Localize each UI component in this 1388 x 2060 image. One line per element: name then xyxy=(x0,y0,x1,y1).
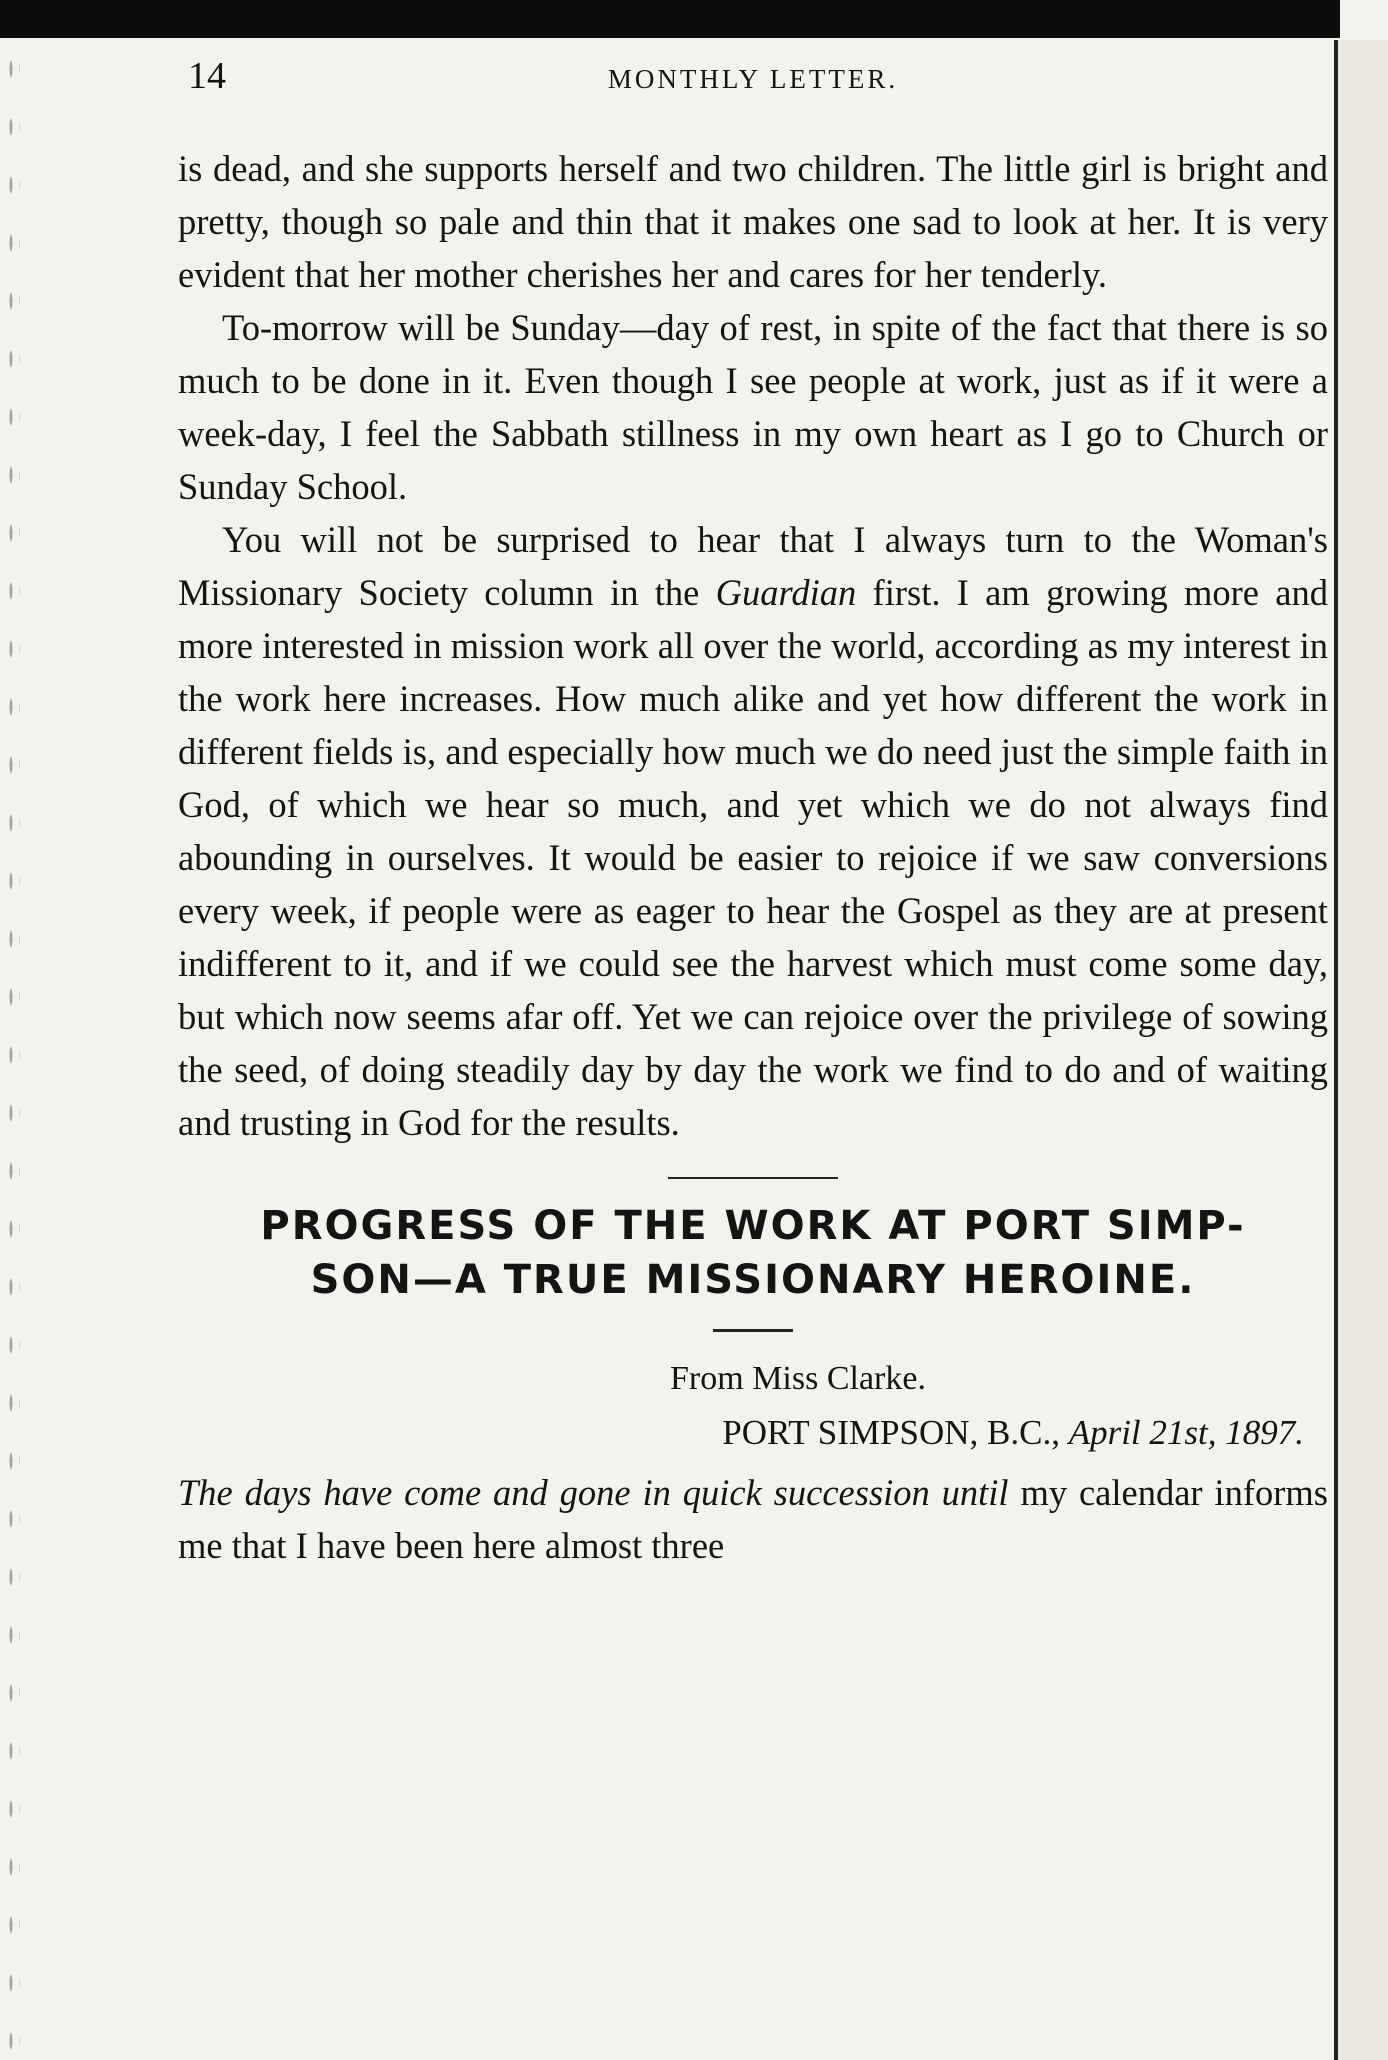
letter-body xyxy=(178,142,1328,1149)
page-number: 14 xyxy=(188,55,226,97)
book-page xyxy=(178,50,1328,1572)
dateline xyxy=(178,1406,1328,1460)
scan-gutter-marks xyxy=(6,40,20,2050)
paragraph-3-rest: first. I am growing more and more interested in mission work all over the world, according as my interest in the work here increases. How much alike and yet how different the work in different fields is, and especially how much we do need just the simple faith in God, of which we hear so much, and yet which we do not always find abounding in ourselves. It would be easier to rejoice if we saw conversions every week, if people were as eager to hear the Gospel as they are at present indifferent to it, and if we could see the harvest which must come some day, but which now seems afar off. Yet we can rejoice over the privilege of sowing the seed, of doing steadily day by day the work we find to do and of waiting and trusting in God for the results. xyxy=(178,572,1328,1143)
dateline-place: PORT SIMPSON, B.C., xyxy=(722,1413,1060,1452)
paragraph-3 xyxy=(178,513,1328,1149)
article-heading xyxy=(178,1199,1328,1307)
running-head xyxy=(178,50,1328,106)
article-opening-rest: my calendar informs me that I have been here almost three xyxy=(178,1472,1328,1566)
paragraph-3-start: You will not be surprised to hear that I always turn to the Woman's Missionary Society column in the xyxy=(178,519,1328,613)
dateline-date: April 21st, 1897. xyxy=(1068,1413,1304,1452)
scan-top-edge xyxy=(0,0,1340,38)
running-title: MONTHLY LETTER. xyxy=(607,64,899,94)
byline: From Miss Clarke. xyxy=(670,1360,926,1397)
article-heading-line-2: SON—A TRUE MISSIONARY HEROINE. xyxy=(310,1257,1196,1303)
paragraph-2: To-morrow will be Sunday—day of rest, in spite of the fact that there is so much to be done in it. Even though I see people at work, just as if it were a week-day, I feel the Sabbath stillness in my own heart as I go to Church or Sunday School. xyxy=(178,307,1328,507)
paragraph-1: is dead, and she supports herself and two children. The little girl is bright and pretty, though so pale and thin that it makes one sad to look at her. It is very evident that her mother cherishes her and cares for her tenderly. xyxy=(178,148,1328,295)
article-heading-line-1: PROGRESS OF THE WORK AT PORT SIMP- xyxy=(260,1203,1246,1249)
guardian-title: Guardian xyxy=(715,572,857,613)
facing-page-edge xyxy=(1334,40,1388,2060)
section-divider xyxy=(668,1177,838,1179)
heading-divider xyxy=(713,1329,793,1332)
article-opening-italic: The days have come and gone in quick succession until xyxy=(178,1472,1009,1513)
article-opening xyxy=(178,1466,1328,1572)
